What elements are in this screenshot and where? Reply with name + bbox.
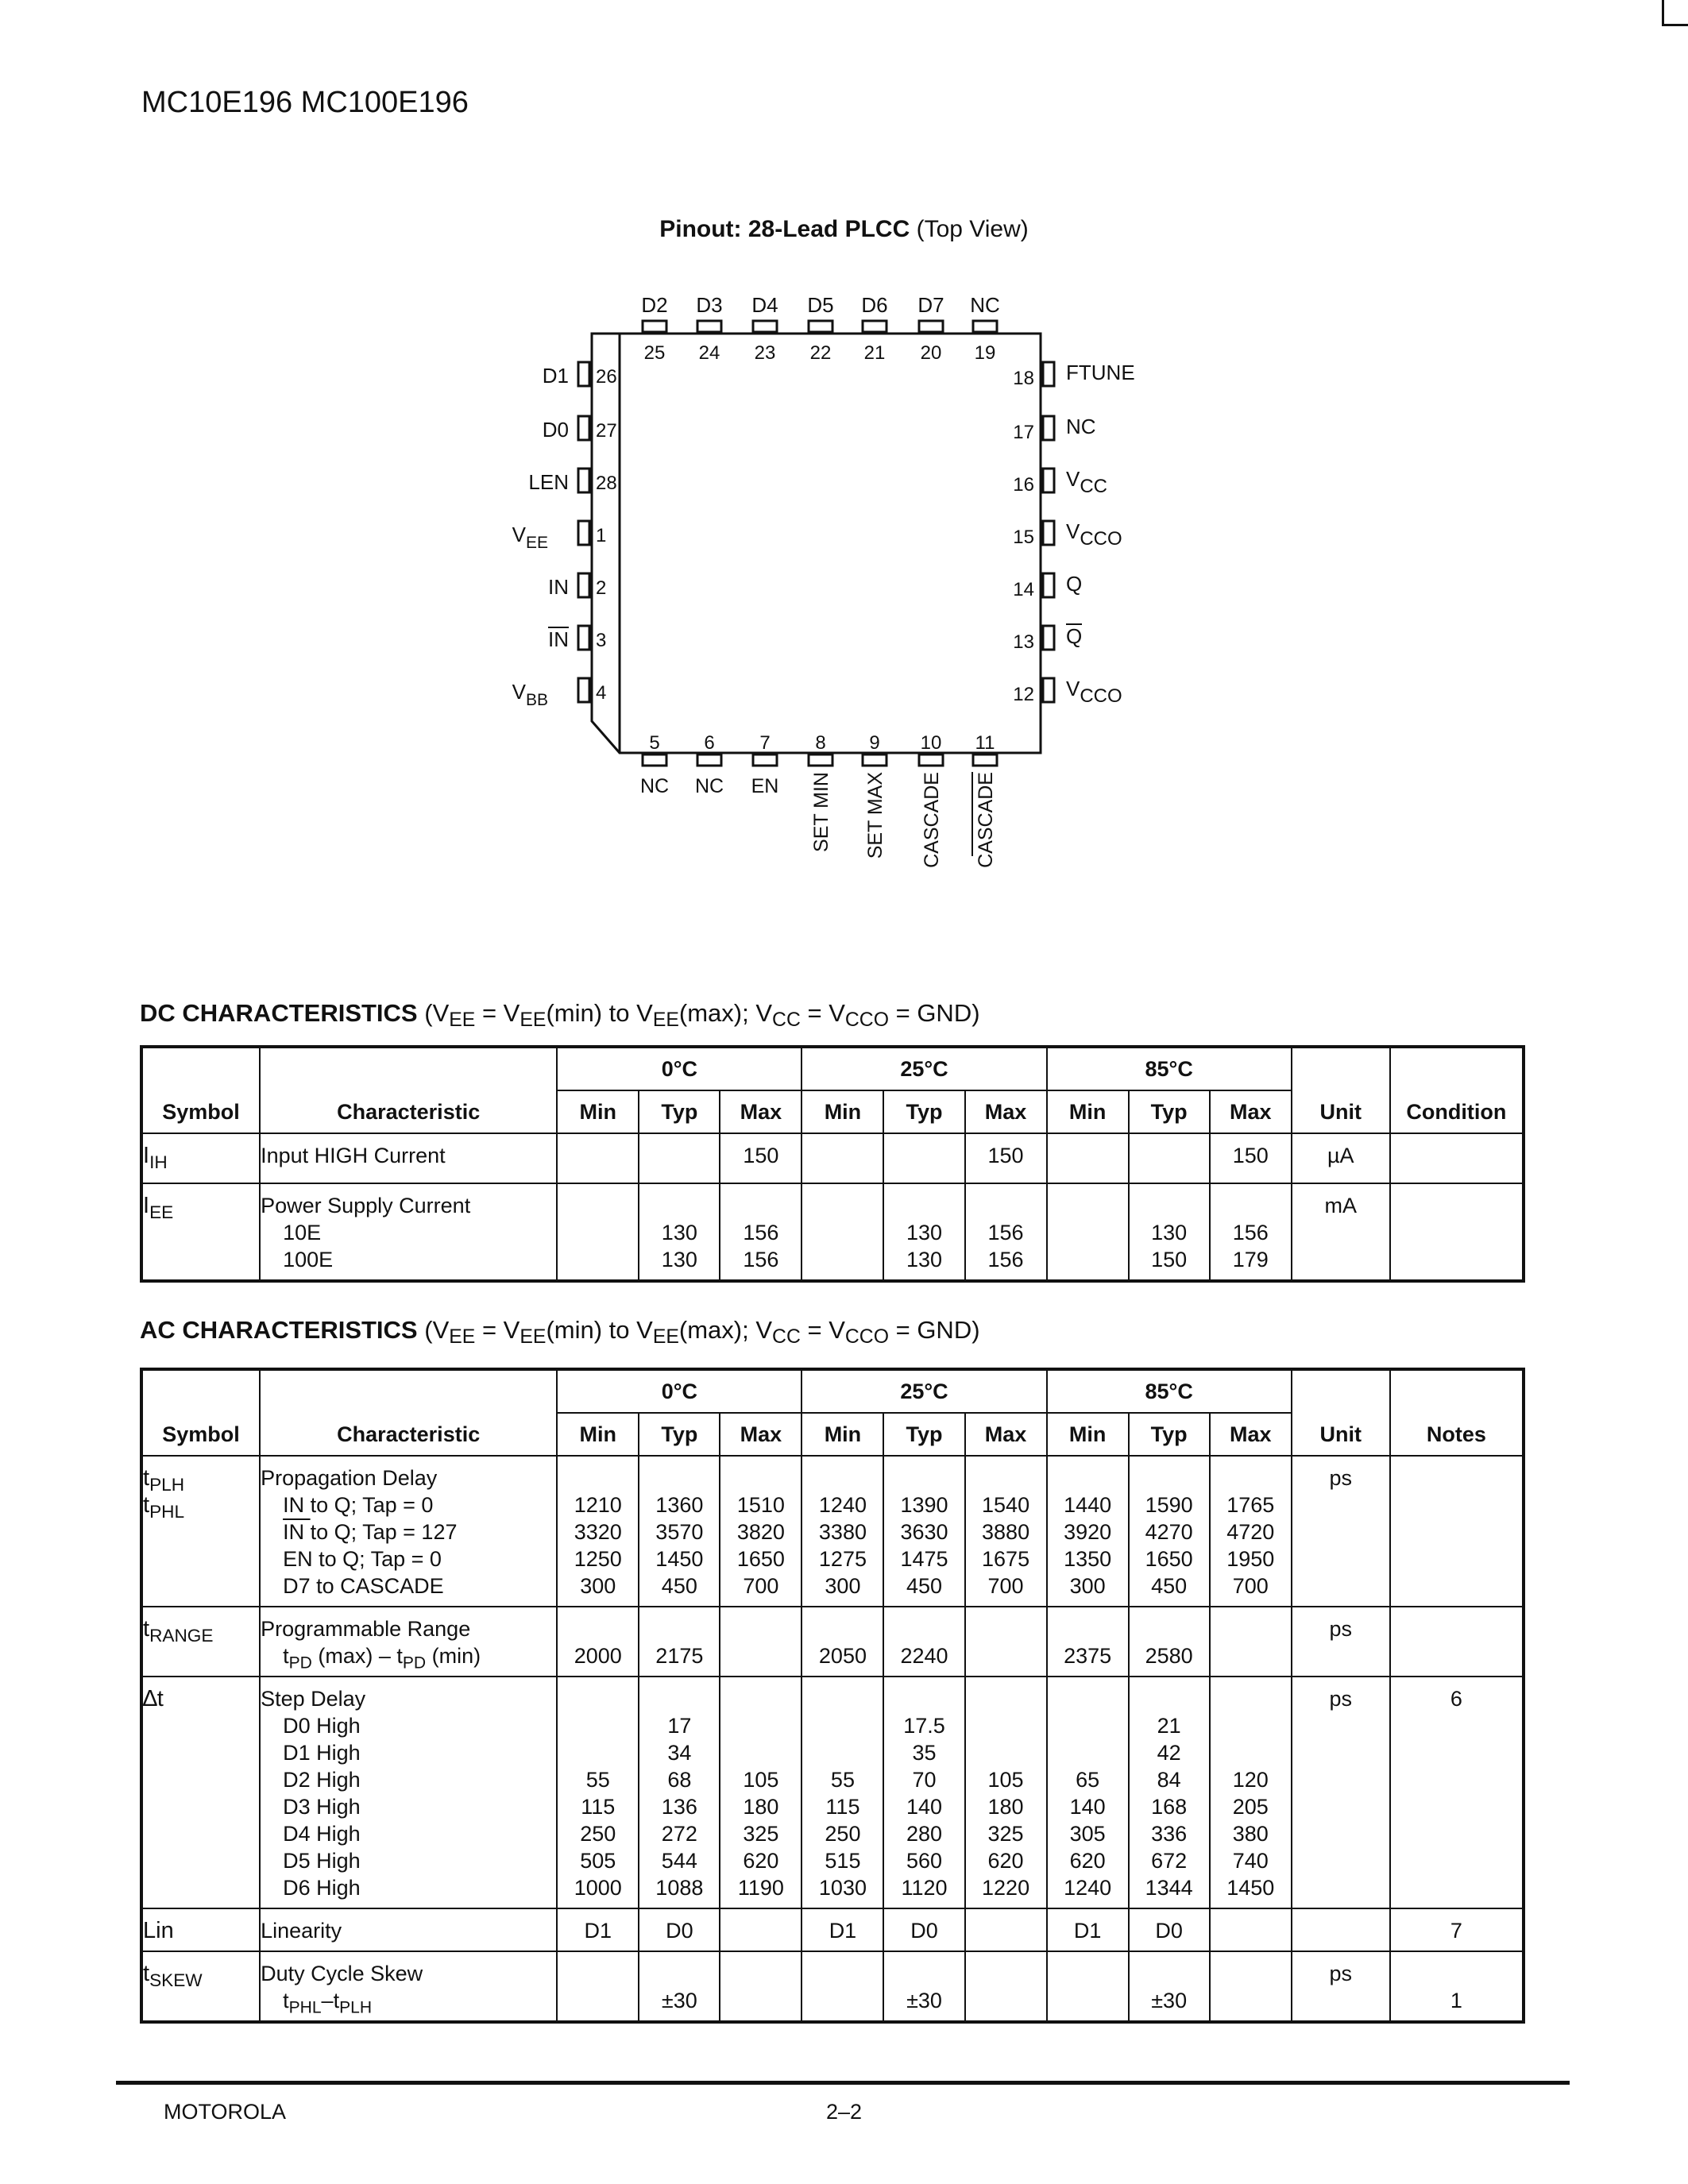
pin-number: 11 [975, 732, 995, 754]
pin-number: 13 [1013, 631, 1034, 653]
dc-cond: ($V_{EE} = V_{EE}(\min)$ to $V_{EE}(\max)$; $V_{CC} = V_{CCO} = GND$) [424, 999, 980, 1032]
pin-label: CASCADE [921, 772, 943, 868]
pin-number: 28 [596, 473, 617, 494]
ac-cond: ($V_{EE} = V_{EE}(\min)$ to $V_{EE}(\max)$; $V_{CC} = V_{CCO} = GND$) [424, 1316, 980, 1349]
ac-title-bold: AC CHARACTERISTICS [140, 1316, 418, 1344]
pin-label: Q [1066, 572, 1083, 596]
ac-table [140, 1368, 1525, 2024]
pin-number: 9 [869, 732, 880, 754]
pin-number: 21 [863, 342, 886, 364]
pin-pad [919, 321, 943, 332]
condition-cell [1390, 1133, 1524, 1183]
pin-pad [753, 321, 777, 332]
pin-label: CASCADE [975, 772, 997, 868]
pin-number: 22 [809, 342, 832, 364]
char-cell: Input HIGH Current [260, 1133, 557, 1183]
ac-unit-header: Unit [1292, 1369, 1390, 1456]
symbol-cell: Lin [141, 1908, 260, 1951]
table-row: $t_{RANGE}$ Programmable Range $t_{PD}$ $(\max) - t_{PD}$ (min) 2000 2175 2050 2240 2375 2580 ps [141, 1607, 1524, 1677]
ac-title [140, 1316, 980, 1349]
ac-temp-0: 0°C [557, 1369, 802, 1413]
pin-pad [753, 754, 777, 766]
notes-cell: 6 [1390, 1677, 1524, 1908]
ac-temp-2: 85°C [1047, 1369, 1292, 1413]
ac-typ-header: Typ [639, 1413, 720, 1456]
char-cell: Step Delay D0 High D1 High D2 High D3 High D4 High D5 High D6 High [260, 1677, 557, 1908]
pin-pad [919, 754, 943, 766]
pin-label: IN [548, 575, 569, 599]
ac-min-header: Min [557, 1413, 639, 1456]
pin-pad [578, 362, 589, 386]
dc-temp-0: 0°C [557, 1047, 802, 1090]
dc-max-header: Max [720, 1090, 802, 1133]
dc-max-header: Max [1210, 1090, 1292, 1133]
pin-label: D3 [696, 293, 723, 317]
pin-label: D5 [807, 293, 834, 317]
pin-number: 7 [759, 732, 771, 754]
pin-label: SET MIN [810, 772, 832, 852]
symbol-cell: $t_{SKEW}$ [141, 1951, 260, 2022]
pin-label: VCC [1066, 467, 1108, 497]
dc-temp-2: 85°C [1047, 1047, 1292, 1090]
dc-unit-header: Unit [1292, 1047, 1390, 1133]
unit-cell: mA [1292, 1183, 1390, 1281]
char-cell: Linearity [260, 1908, 557, 1951]
pin-label: FTUNE [1066, 361, 1135, 384]
pin-pad [578, 469, 589, 492]
dc-typ-header: Typ [639, 1090, 720, 1133]
pin-label: LEN [528, 470, 569, 494]
dc-min-header: Min [802, 1090, 883, 1133]
unit-cell: ps [1292, 1677, 1390, 1908]
table-row: Lin Linearity D1 D0 D1 D0 D1 D0 7 [141, 1908, 1524, 1951]
pinout-title-bold: Pinout: 28-Lead PLCC [659, 216, 910, 242]
footer-rule [116, 2081, 1570, 2085]
dc-typ-header: Typ [883, 1090, 964, 1133]
pin-pad [973, 754, 997, 766]
pin-number: 26 [596, 366, 617, 388]
dc-temp-1: 25°C [802, 1047, 1046, 1090]
unit-cell [1292, 1908, 1390, 1951]
pin-number: 14 [1013, 579, 1034, 600]
table-row: $t_{SKEW}$ Duty Cycle Skew $t_{PHL}-t_{PLH}$ ±30 ±30 ±30 ps 1 [141, 1951, 1524, 2022]
pin-label: D4 [751, 293, 778, 317]
dc-max-header: Max [965, 1090, 1047, 1133]
pin-number: 19 [974, 342, 996, 364]
pin-label: D7 [917, 293, 944, 317]
pin-label: NC [639, 775, 670, 797]
pin-number: 4 [596, 682, 607, 704]
pin-number: 3 [596, 630, 607, 651]
pin-number: 2 [596, 577, 607, 599]
symbol-cell: $I_{IH}$ [141, 1133, 260, 1183]
pin-number: 18 [1013, 368, 1034, 389]
pin-pad [578, 521, 589, 545]
notes-cell [1390, 1607, 1524, 1677]
dc-title [140, 999, 980, 1032]
footer-brand: MOTOROLA [164, 2100, 287, 2124]
pin-pad [578, 573, 589, 597]
pin-number: 17 [1013, 422, 1034, 443]
notes-cell: 1 [1390, 1951, 1524, 2022]
pin-number: 27 [596, 420, 617, 442]
char-cell: Power Supply Current 10E 100E [260, 1183, 557, 1281]
pin-pad [578, 626, 589, 650]
pin-pad [643, 754, 666, 766]
pin-label: D6 [861, 293, 888, 317]
ac-temp-1: 25°C [802, 1369, 1046, 1413]
pin-number: 5 [649, 732, 660, 754]
symbol-cell: $t_{PLH}$ $t_{PHL}$ [141, 1456, 260, 1607]
char-cell: Propagation Delay IN to Q; Tap = 0 IN to Q; Tap = 127 EN to Q; Tap = 0 D7 to CASCADE [260, 1456, 557, 1607]
pin-pad [863, 321, 886, 332]
pin-number: 16 [1013, 474, 1034, 496]
pin-number: 8 [815, 732, 826, 754]
table-row: $t_{PLH}$ $t_{PHL}$ Propagation Delay IN to Q; Tap = 0 IN to Q; Tap = 127 EN to Q; Tap = 0 D7 to CASCADE 1210 3320 1250 300 1360 3570 1450 450 1510 3820 1650 700 1240 3380 1275 300 1390 3630 1475 450 1540 3880 1675 700 1440 3920 1350 300 1590 4270 1650 450 1765 4720 1950 700 ps [141, 1456, 1524, 1607]
pin-number: 24 [698, 342, 720, 364]
dc-symbol-header: Symbol [141, 1047, 260, 1133]
pin-pad [973, 321, 997, 332]
ac-min-header: Min [802, 1413, 883, 1456]
pin-pad [863, 754, 886, 766]
pin-pad [809, 754, 832, 766]
pin-pad [578, 416, 589, 440]
char-cell: Programmable Range $t_{PD}$ $(\max) - t_{PD}$ (min) [260, 1607, 557, 1677]
ac-typ-header: Typ [883, 1413, 964, 1456]
pin-pad [1043, 469, 1054, 492]
pin-pad [643, 321, 666, 332]
unit-cell: ps [1292, 1456, 1390, 1607]
pin-pad [1043, 362, 1054, 386]
package-outline [592, 334, 1041, 753]
ac-max-header: Max [965, 1413, 1047, 1456]
pin-number: 23 [754, 342, 776, 364]
pin-number: 6 [704, 732, 715, 754]
unit-cell: µA [1292, 1133, 1390, 1183]
pin-pad [1043, 521, 1054, 545]
pin-label: D2 [641, 293, 668, 317]
pin-pad [697, 754, 721, 766]
condition-cell [1390, 1183, 1524, 1281]
pin-label: D1 [542, 364, 569, 388]
ac-max-header: Max [720, 1413, 802, 1456]
page-number: 2–2 [826, 2100, 863, 2124]
pin-number: 25 [643, 342, 666, 364]
pin-number: 10 [920, 732, 942, 754]
pin-label: NC [970, 293, 1000, 317]
pin-label: VCCO [1066, 519, 1122, 550]
dc-table [140, 1045, 1525, 1283]
dc-char-header: Characteristic [260, 1047, 557, 1133]
pin-label: NC [694, 775, 724, 797]
notes-cell: 7 [1390, 1908, 1524, 1951]
pin-pad [1043, 678, 1054, 702]
ac-notes-header: Notes [1390, 1369, 1524, 1456]
pinout-diagram [0, 0, 1688, 913]
table-row: $I_{EE}$ Power Supply Current 10E 100E 130 130 156 156 130 130 156 156 130 150 156 179 mA [141, 1183, 1524, 1281]
pin-label: VCCO [1066, 677, 1122, 707]
char-cell: Duty Cycle Skew $t_{PHL}-t_{PLH}$ [260, 1951, 557, 2022]
pin-label: $V_{EE}$ [512, 523, 548, 552]
pin-label: D0 [542, 418, 569, 442]
pin-label: $V_{BB}$ [512, 680, 548, 709]
symbol-cell: $t_{RANGE}$ [141, 1607, 260, 1677]
ac-min-header: Min [1047, 1413, 1129, 1456]
pin-label: EN [751, 775, 779, 797]
pin-label: NC [1066, 415, 1096, 438]
pin-pad [1043, 573, 1054, 597]
ac-symbol-header: Symbol [141, 1369, 260, 1456]
pin-number: 20 [920, 342, 942, 364]
pinout-title-rest: (Top View) [916, 216, 1029, 242]
pin-number: 1 [596, 525, 607, 546]
dc-title-bold: DC CHARACTERISTICS [140, 999, 418, 1027]
ac-char-header: Characteristic [260, 1369, 557, 1456]
pin-pad [1043, 626, 1054, 650]
dc-min-header: Min [557, 1090, 639, 1133]
table-row: ∆t Step Delay D0 High D1 High D2 High D3 High D4 High D5 High D6 High 55 115 250 505 1000 17 34 68 136 272 544 1088 105 180 325 620 1190 55 115 250 515 1030 17.5 35 70 140 280 560 1120 105 180 325 620 1220 65 140 305 620 1240 21 42 84 168 336 672 1344 120 205 380 740 1450 ps 6 [141, 1677, 1524, 1908]
unit-cell: ps [1292, 1951, 1390, 2022]
pin-number: 15 [1013, 527, 1034, 548]
pin-number: 12 [1013, 684, 1034, 705]
unit-cell: ps [1292, 1607, 1390, 1677]
pin-pad [697, 321, 721, 332]
table-row: $I_{IH}$ Input HIGH Current 150 150 150 µA [141, 1133, 1524, 1183]
page-header: MC10E196 MC100E196 [141, 86, 469, 119]
symbol-cell: ∆t [141, 1677, 260, 1908]
notes-cell [1390, 1456, 1524, 1607]
pin-label: IN [548, 627, 569, 651]
dc-min-header: Min [1047, 1090, 1129, 1133]
pin-pad [1043, 416, 1054, 440]
pin-label: Q [1066, 624, 1083, 648]
ac-max-header: Max [1210, 1413, 1292, 1456]
pin-pad [578, 678, 589, 702]
pin-label: SET MAX [864, 772, 886, 859]
symbol-cell: $I_{EE}$ [141, 1183, 260, 1281]
pin-pad [809, 321, 832, 332]
ac-typ-header: Typ [1129, 1413, 1210, 1456]
dc-condition-header: Condition [1390, 1047, 1524, 1133]
dc-typ-header: Typ [1129, 1090, 1210, 1133]
